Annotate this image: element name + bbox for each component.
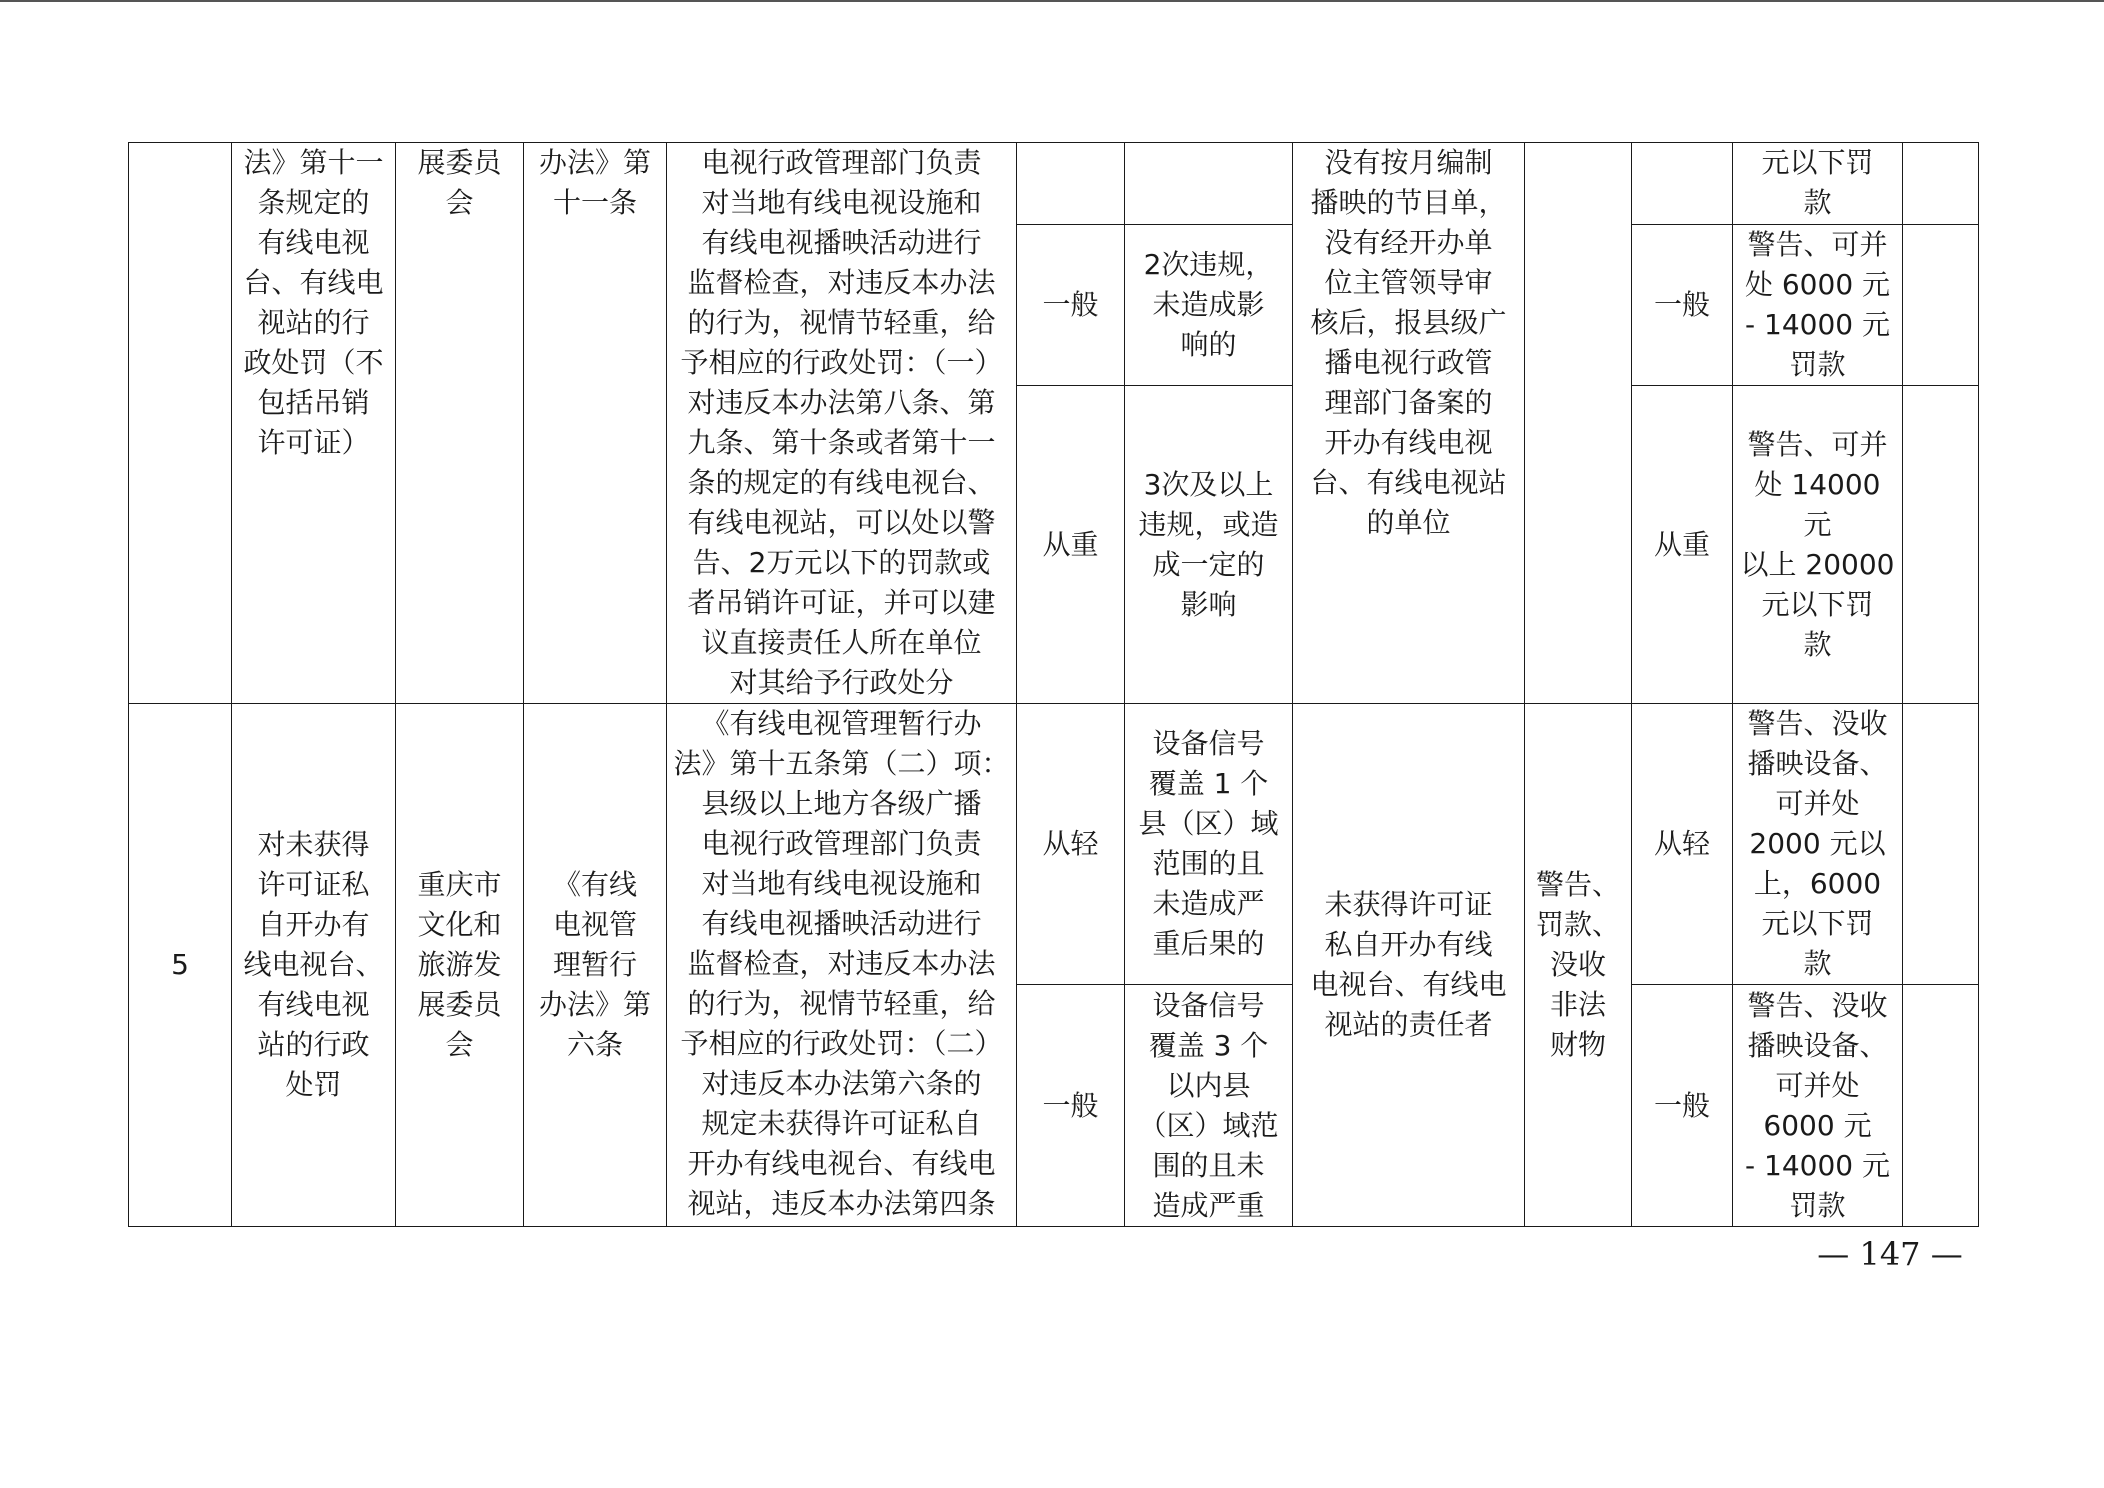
type-cell [1525,143,1632,704]
basis-text-cell: 《有线电视管理暂行办 法》第十五条第（二）项： 县级以上地方各级广播 电视行政管理部门负责 对当地有线电视设施和 有线电视播映活动进行 监督检查，对违反本办法 的行为，视情节轻重，给 予相应的行政处罚：（二） 对违反本办法第六条的 规定未获得许可证私自 开办有线电视台、有线电 视站，违反本办法第四条 [667,704,1017,1227]
target-cell: 未获得许可证 私自开办有线 电视台、有线电 视站的责任者 [1293,704,1525,1227]
page-number: — 147 — [1817,1235,1963,1273]
circumstance-cell [1125,143,1293,225]
level2-cell: 从轻 [1632,704,1733,985]
seq-cell: 5 [129,704,232,1227]
circumstance-cell: 3次及以上 违规，或造 成一定的 影响 [1125,386,1293,704]
target-cell: 没有按月编制 播映的节目单， 没有经开办单 位主管领导审 核后，报县级广 播电视行政管 理部门备案的 开办有线电视 台、有线电视站 的单位 [1293,143,1525,704]
agency-cell: 重庆市 文化和 旅游发 展委员 会 [396,704,524,1227]
standard-cell: 警告、没收 播映设备、 可并处 6000 元 - 14000 元 罚款 [1733,985,1903,1227]
circumstance-cell: 2次违规， 未造成影 响的 [1125,225,1293,386]
type-cell: 警告、 罚款、 没收 非法 财物 [1525,704,1632,1227]
penalty-table [128,142,1979,1227]
standard-cell: 警告、可并 处 14000 元 以上 20000 元以下罚 款 [1733,386,1903,704]
note-cell [1903,985,1979,1227]
basis-cell: 《有线 电视管 理暂行 办法》第 六条 [524,704,667,1227]
note-cell [1903,704,1979,985]
level2-cell: 从重 [1632,386,1733,704]
level2-cell: 一般 [1632,225,1733,386]
standard-cell: 警告、没收 播映设备、 可并处 2000 元以 上，6000 元以下罚 款 [1733,704,1903,985]
level2-cell: 一般 [1632,985,1733,1227]
table-row [129,704,1979,985]
agency-cell: 展委员 会 [396,143,524,704]
level-cell: 一般 [1017,985,1125,1227]
top-rule [0,0,2104,2]
basis-cell: 办法》第 十一条 [524,143,667,704]
item-cell: 对未获得 许可证私 自开办有 线电视台、 有线电视 站的行政 处罚 [232,704,396,1227]
standard-cell: 元以下罚 款 [1733,143,1903,225]
table-row [129,143,1979,225]
circumstance-cell: 设备信号 覆盖 3 个 以内县 （区）域范 围的且未 造成严重 [1125,985,1293,1227]
item-cell: 法》第十一 条规定的 有线电视 台、有线电 视站的行 政处罚（不 包括吊销 许可证） [232,143,396,704]
basis-text-cell: 电视行政管理部门负责 对当地有线电视设施和 有线电视播映活动进行 监督检查，对违反本办法 的行为，视情节轻重，给 予相应的行政处罚：（一） 对违反本办法第八条、第 九条、第十条或者第十一 条的规定的有线电视台、 有线电视站，可以处以警 告、2万元以下的罚款或 者吊销许可证，并可以建 议直接责任人所在单位 对其给予行政处分 [667,143,1017,704]
level-cell [1017,143,1125,225]
circumstance-cell: 设备信号 覆盖 1 个 县（区）域 范围的且 未造成严 重后果的 [1125,704,1293,985]
level-cell: 一般 [1017,225,1125,386]
level-cell: 从重 [1017,386,1125,704]
note-cell [1903,225,1979,386]
level-cell: 从轻 [1017,704,1125,985]
note-cell [1903,143,1979,225]
standard-cell: 警告、可并 处 6000 元 - 14000 元 罚款 [1733,225,1903,386]
level2-cell [1632,143,1733,225]
note-cell [1903,386,1979,704]
seq-cell [129,143,232,704]
